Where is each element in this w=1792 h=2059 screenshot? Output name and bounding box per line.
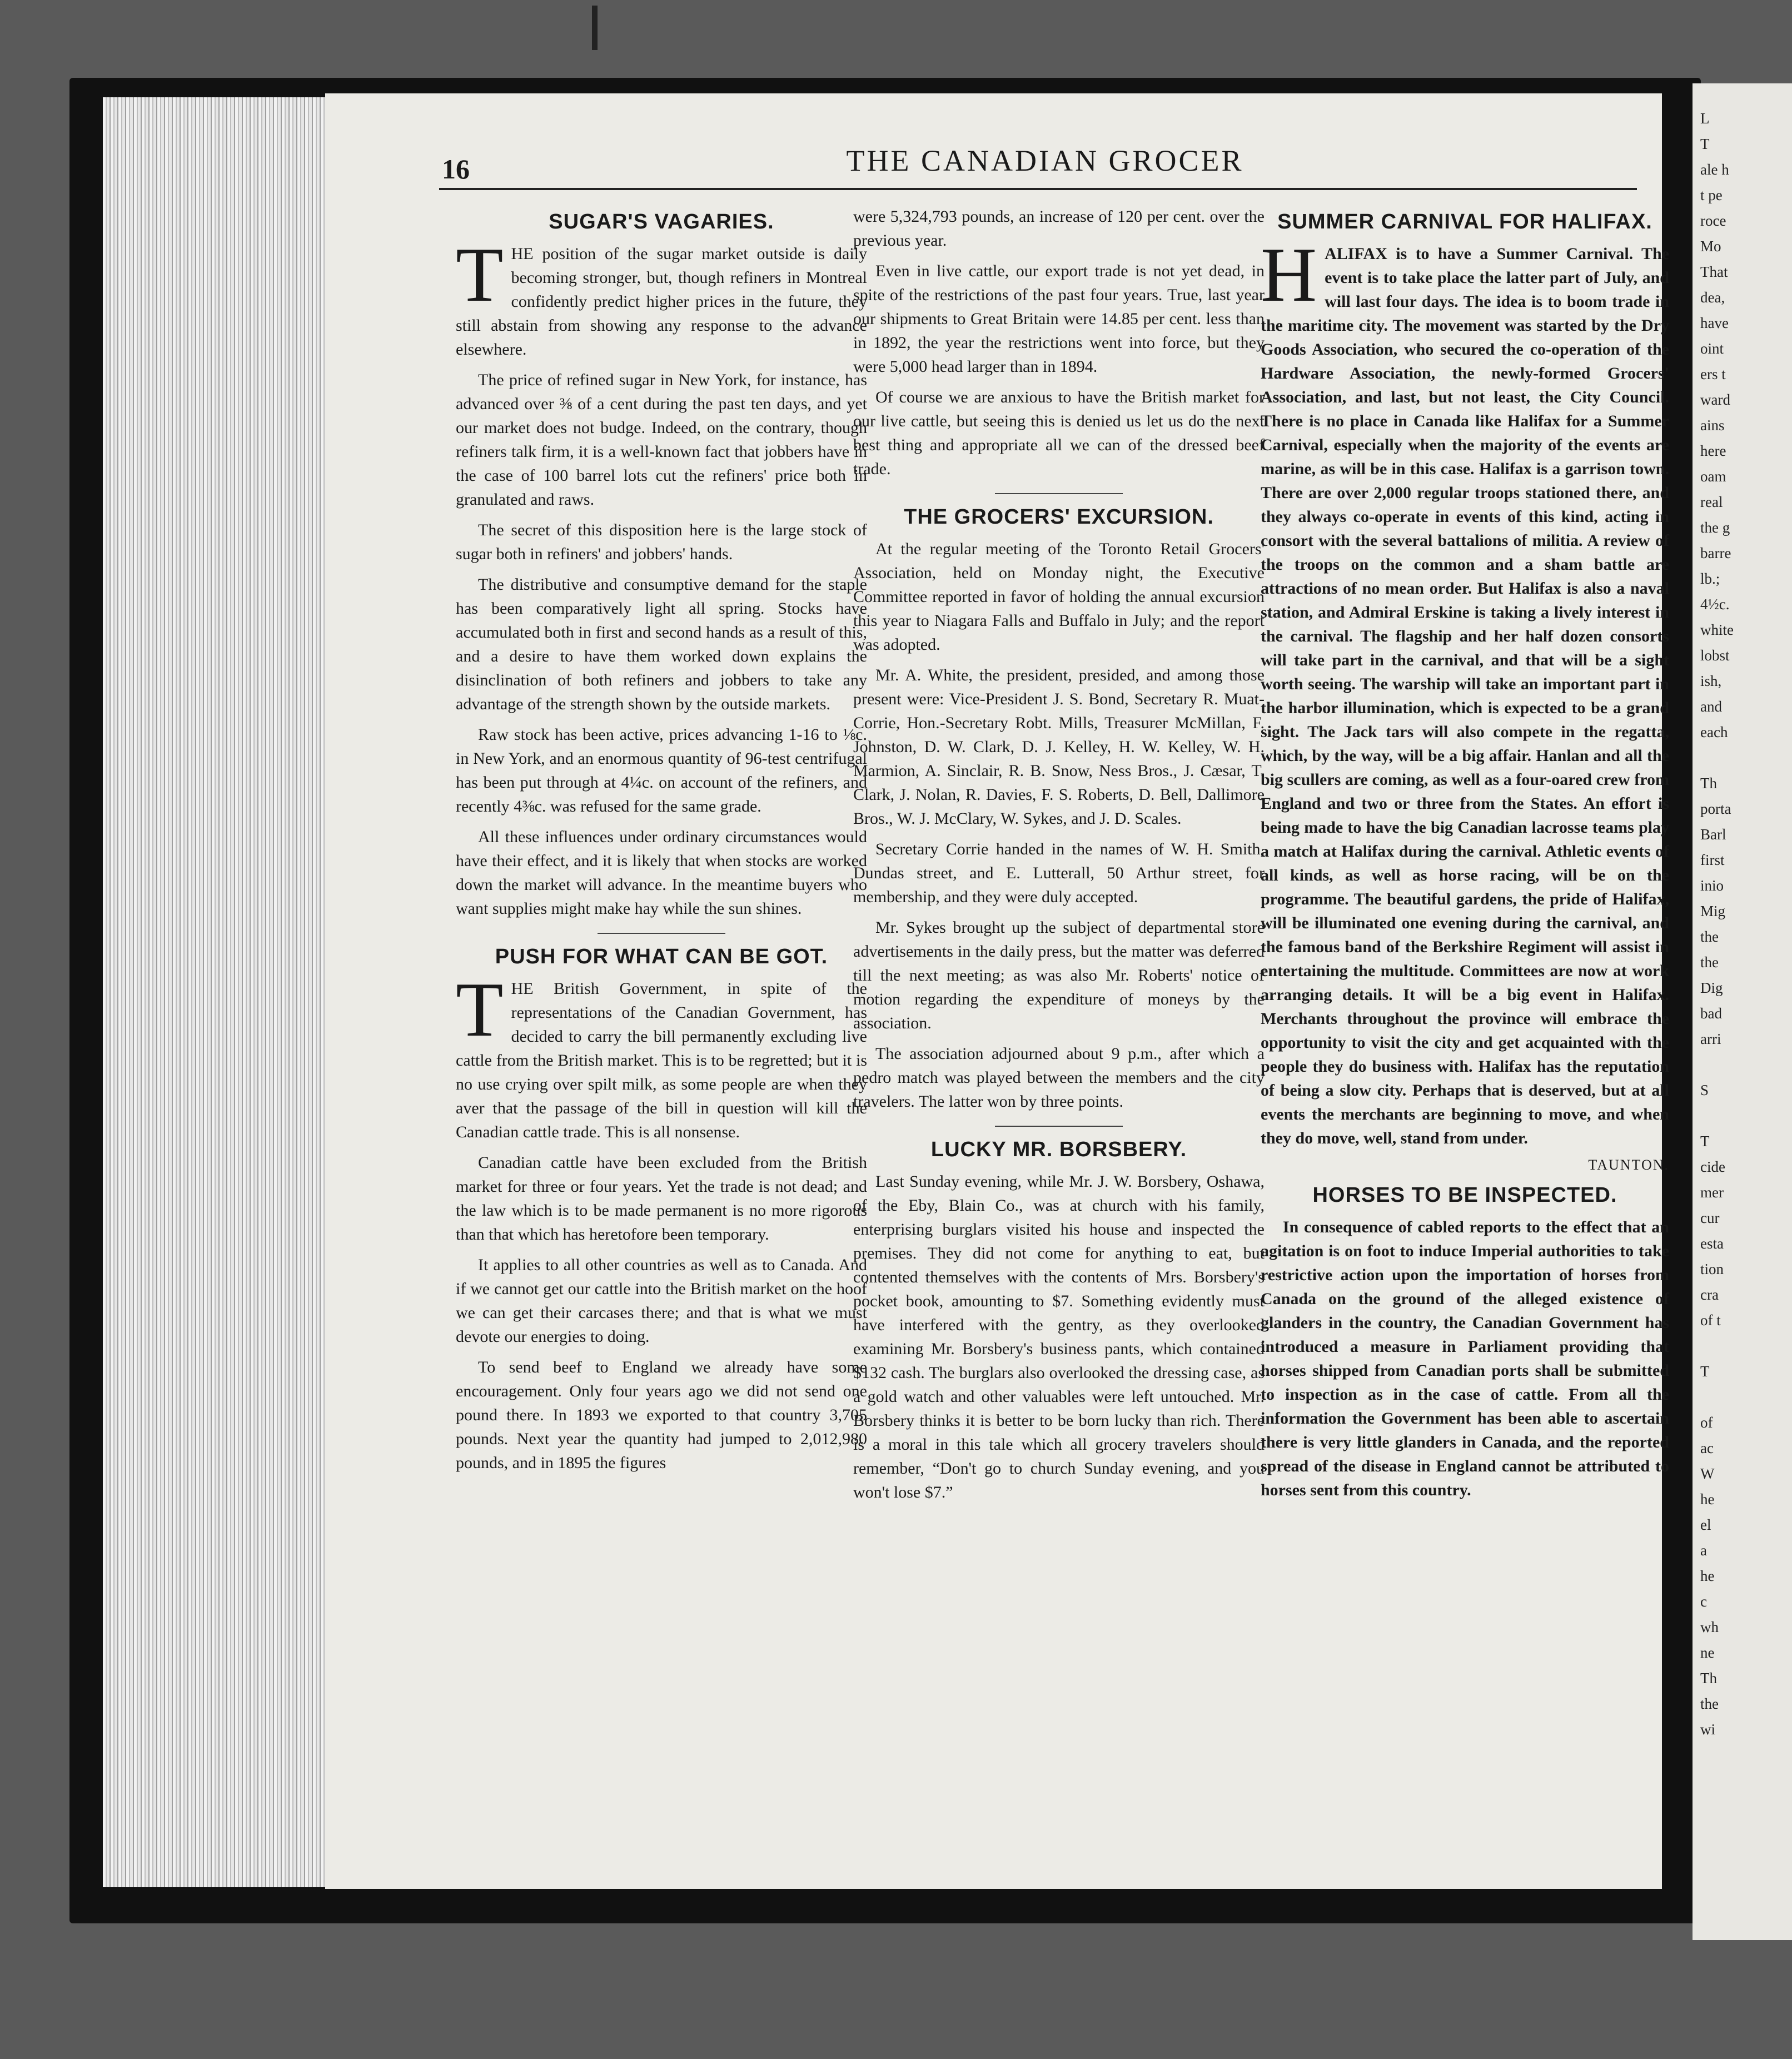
article-title-push: PUSH FOR WHAT CAN BE GOT. bbox=[495, 945, 828, 968]
separator bbox=[995, 1126, 1123, 1127]
facing-line: S bbox=[1700, 1082, 1709, 1098]
facing-line: cide bbox=[1700, 1158, 1725, 1175]
article-sugar-p3: The secret of this disposition here is the large stock of sugar both in refiners' and jobbers' hands. bbox=[456, 521, 867, 563]
separator bbox=[598, 933, 725, 934]
article-excursion-p1: At the regular meeting of the Toronto Retail Grocers' Association, held on Monday night, the Executive Committee reported in favor of holding the annual excursion this year to Niagara Falls and Buffalo in July; and the report was adopted. bbox=[853, 540, 1265, 654]
article-title-carnival: SUMMER CARNIVAL FOR HALIFAX. bbox=[1277, 210, 1652, 233]
article-push-p6: Even in live cattle, our export trade is not yet dead, in spite of the restrictions of the past four years. True, last year our shipments to Great Britain were 14.85 per cent. less than in 1892, the year the restrictions went into force, but they were 5,000 head larger than in 1894. bbox=[853, 262, 1265, 376]
paragraph-text: ALIFAX is to have a Summer Carnival. The event is to take place the latter part of July, and will last four days. The idea is to boom trade in the maritime city. The movement was started by the Dry Goods Association, who secured the co-operation of the Hardware Association, the newly-formed Grocers' Association, and last, but not least, the City Council. There is no place in Canada like Halifax for a Summer Carnival, especially when the majority of the events are marine, as will be in this case. Halifax is a garrison town. There are over 2,000 regular troops stationed there, and they always co-operate in events of this kind, acting in consort with the several battalions of militia. A review of the troops on the common and a sham battle are attractions of no mean order. But Halifax is also a naval station, and Admiral Erskine is taking a lively interest in the carnival. The flagship and her half dozen consorts will take part in the carnival, and that will be a sight worth seeing. The warship will take an important part in the harbor illumination, which is expected to be a grand sight. The Jack tars will also compete in the regatta, which, by the way, will be a big affair. Hanlan and all the big scullers are coming, as well as a four-oared crew from England and two or three from the States. An effort is being made to have the big Canadian lacrosse teams play a match at Halifax during the carnival. Athletic events of all kinds, as well as horse racing, will be on the programme. The beautiful gardens, the pride of Halifax, will be illuminated one evening during the carnival, and the famous band of the Berkshire Regiment will assist in entertaining the multitude. Committees are now at work arranging details. It will be a big event in Halifax. Merchants throughout the province will embrace the opportunity to visit the city and get acquainted with the people they do business with. Halifax has the reputation of being a slow city. Perhaps that is deserved, but at all events the merchants are beginning to move, and when they do move, well, stand from under. bbox=[1261, 245, 1669, 1147]
article-sugar-p2: The price of refined sugar in New York, for instance, has advanced over ⅜ of a cent during the past ten days, and yet our market does not budge. Indeed, on the contrary, though refiners talk firm, it is a well-known fact that jobbers have in the case of 100 barrel lots cut the refiners' price both in granulated and raws. bbox=[456, 371, 867, 509]
separator bbox=[995, 493, 1123, 494]
facing-line: ne bbox=[1700, 1644, 1715, 1661]
facing-line: T bbox=[1700, 136, 1710, 152]
facing-line: That bbox=[1700, 263, 1728, 280]
facing-line: of bbox=[1700, 1414, 1713, 1431]
facing-line: lobst bbox=[1700, 647, 1730, 664]
facing-line: L bbox=[1700, 110, 1710, 127]
facing-line: cra bbox=[1700, 1286, 1719, 1303]
facing-line: roce bbox=[1700, 212, 1726, 229]
masthead: THE CANADIAN GROCER bbox=[846, 144, 1244, 177]
facing-line: the bbox=[1700, 928, 1719, 945]
column-3 bbox=[1261, 205, 1669, 1509]
article-sugar-p6: All these influences under ordinary circumstances would have their effect, and it is likely that when stocks are worked down the market will advance. In the meantime buyers who want supplies might make hay while the sun shines. bbox=[456, 828, 867, 918]
article-title-borsbery: LUCKY MR. BORSBERY. bbox=[930, 1138, 1187, 1161]
facing-line: Mig bbox=[1700, 903, 1726, 919]
facing-line: each bbox=[1700, 724, 1728, 740]
facing-line bbox=[1700, 1103, 1792, 1128]
facing-line: white bbox=[1700, 621, 1734, 638]
facing-line: he bbox=[1700, 1568, 1715, 1584]
article-push-p4: To send beef to England we already have some encouragement. Only four years ago we did not send one pound there. In 1893 we exported to that country 3,705 pounds. Next year the quantity had jumped to 2,012,980 pounds, and in 1895 the figures bbox=[456, 1358, 867, 1472]
facing-line: ish, bbox=[1700, 673, 1722, 689]
facing-line: mer bbox=[1700, 1184, 1724, 1201]
facing-line: dea, bbox=[1700, 289, 1725, 306]
column-2 bbox=[853, 205, 1265, 1511]
facing-line: of t bbox=[1700, 1312, 1721, 1329]
facing-line: have bbox=[1700, 315, 1729, 331]
facing-line: T bbox=[1700, 1133, 1710, 1150]
facing-line: real bbox=[1700, 494, 1723, 510]
facing-line: a bbox=[1700, 1542, 1707, 1559]
facing-line: 4½c. bbox=[1700, 596, 1730, 613]
facing-line: ers t bbox=[1700, 366, 1726, 382]
signature: TAUNTON. bbox=[1588, 1157, 1669, 1173]
facing-line bbox=[1700, 1052, 1792, 1077]
facing-line: Th bbox=[1700, 775, 1717, 792]
facing-line: T bbox=[1700, 1363, 1710, 1380]
facing-line: porta bbox=[1700, 800, 1731, 817]
paragraph-text: HE British Government, in spite of the representations of the Canadian Government, has decided to carry the bill permanently excluding live cattle from the British market. This is to be regretted; but it is no use crying over spilt milk, as some people are when they aver that the passage of the bill in question will kill the Canadian cattle trade. This is all nonsense. bbox=[456, 979, 867, 1141]
facing-line: the bbox=[1700, 1695, 1719, 1712]
facing-line: the bbox=[1700, 954, 1719, 971]
facing-line: W bbox=[1700, 1465, 1715, 1482]
facing-line: Th bbox=[1700, 1670, 1717, 1687]
article-excursion-p3: Secretary Corrie handed in the names of W. H. Smith, Dundas street, and E. Lutterall, 50 Arthur street, for membership, and they were duly accepted. bbox=[853, 840, 1265, 906]
film-scratch bbox=[592, 6, 598, 50]
facing-line: wi bbox=[1700, 1721, 1715, 1738]
article-push-p3: It applies to all other countries as well as to Canada. And if we cannot get our cattle into the British market on the hoof we can get their carcases there; and that is what we must devote our energies to doing. bbox=[456, 1256, 867, 1346]
drop-cap: T bbox=[456, 232, 504, 318]
facing-line: bad bbox=[1700, 1005, 1722, 1022]
facing-line: c bbox=[1700, 1593, 1707, 1610]
facing-line: tion bbox=[1700, 1261, 1724, 1277]
article-borsbery-p1: Last Sunday evening, while Mr. J. W. Borsbery, Oshawa, of the Eby, Blain Co., was at church with his family, enterprising burglars visited his house and inspected the premises. They did not come for anything to eat, but contented themselves with the contents of Mrs. Borsbery's pocket book, amounting to $7. Something evidently must have interfered with the gentry, as they overlooked examining Mr. Borsbery's business pants, which contained $132 cash. The burglars also overlooked the dressing case, as a gold watch and other valuables were left untouched. Mr. Borsbery thinks it is better to be born lucky than rich. There is a moral in this tale which all grocery travelers should remember, “Don't go to church Sunday evening, and you won't lose $7.” bbox=[853, 1172, 1265, 1501]
facing-line: he bbox=[1700, 1491, 1715, 1508]
facing-line: ale h bbox=[1700, 161, 1729, 178]
article-title-sugar: SUGAR'S VAGARIES. bbox=[549, 210, 774, 233]
facing-line: oam bbox=[1700, 468, 1726, 485]
facing-line: arri bbox=[1700, 1031, 1721, 1047]
facing-line: cur bbox=[1700, 1210, 1720, 1226]
article-push-p5: were 5,324,793 pounds, an increase of 120 per cent. over the previous year. bbox=[853, 207, 1265, 250]
page-number: 16 bbox=[442, 153, 470, 185]
article-push-p7: Of course we are anxious to have the British market for our live cattle, but seeing this is denied us let us do the next best thing and appropriate all we can of the dressed beef trade. bbox=[853, 388, 1265, 478]
facing-line: here bbox=[1700, 442, 1726, 459]
facing-line: the g bbox=[1700, 519, 1730, 536]
facing-line: barre bbox=[1700, 545, 1731, 561]
article-sugar-p4: The distributive and consumptive demand for the staple has been comparatively light all spring. Stocks have accumulated both in first and second hands as a result of this, and a desire to have them worked down explains the disinclination of both refiners and jobbers to take any advantage of the strength shown by the outside markets. bbox=[456, 575, 867, 713]
facing-line: and bbox=[1700, 698, 1722, 715]
facing-line: ac bbox=[1700, 1440, 1714, 1456]
facing-line: first bbox=[1700, 852, 1725, 868]
facing-line: t pe bbox=[1700, 187, 1723, 203]
facing-line bbox=[1700, 745, 1792, 770]
facing-line: inio bbox=[1700, 877, 1724, 894]
facing-line: el bbox=[1700, 1516, 1711, 1533]
article-sugar-p5: Raw stock has been active, prices advancing 1-16 to ⅛c. in New York, and an enormous quantity of 96-test centrifugal has been put through at 4¼c. on account of the refiners, and recently 4⅜c. was refused for the same grade. bbox=[456, 725, 867, 815]
article-title-excursion: THE GROCERS' EXCURSION. bbox=[904, 505, 1214, 529]
facing-line bbox=[1700, 1333, 1792, 1359]
facing-line: Mo bbox=[1700, 238, 1721, 255]
facing-line: ward bbox=[1700, 391, 1730, 408]
article-excursion-p5: The association adjourned about 9 p.m., after which a pedro match was played between the members and the city travelers. The latter won by three points. bbox=[853, 1045, 1265, 1111]
article-sugar-p1 bbox=[456, 232, 867, 361]
column-1 bbox=[456, 205, 867, 1481]
article-excursion-p4: Mr. Sykes brought up the subject of departmental store advertisements in the daily press, but the matter was deferred till the next meeting; as was also Mr. Roberts' notice of motion regarding the expenditure of moneys by the association. bbox=[853, 918, 1265, 1032]
article-excursion-p2: Mr. A. White, the president, presided, and among those present were: Vice-President J. S. Bond, Secretary R. Muat-Corrie, Hon.-Secretary Robt. Mills, Treasurer McMillan, F. Johnston, D. W. Clark, D. J. Kelley, H. W. Kelley, W. H. Marmion, A. Sinclair, R. B. Snow, Ness Bros., J. Cæsar, T. Clark, J. Nolan, R. Davies, F. S. Roberts, D. Bell, Dallimore Bros., W. J. McClary, W. Sykes, and J. D. Scales. bbox=[853, 666, 1265, 828]
header-rule bbox=[439, 188, 1637, 190]
facing-line: oint bbox=[1700, 340, 1724, 357]
article-title-horses: HORSES TO BE INSPECTED. bbox=[1312, 1183, 1617, 1207]
drop-cap: H bbox=[1261, 232, 1317, 318]
facing-line: Barl bbox=[1700, 826, 1726, 843]
book-page-edges bbox=[103, 97, 328, 1887]
article-push-p2: Canadian cattle have been excluded from the British market for three or four years. Yet the trade is not dead; and the law which is to be made permanent is no more rigorous than that which has heretofore been temporary. bbox=[456, 1153, 867, 1244]
facing-line bbox=[1700, 1384, 1792, 1410]
facing-line: lb.; bbox=[1700, 570, 1720, 587]
paragraph-text: HE position of the sugar market outside is daily becoming stronger, but, though refiners in Montreal confidently predict higher prices in the future, they still abstain from showing any response to the advance elsewhere. bbox=[456, 245, 867, 359]
facing-line: esta bbox=[1700, 1235, 1724, 1252]
facing-page bbox=[1693, 83, 1792, 1940]
drop-cap: T bbox=[456, 967, 504, 1053]
facing-line: Dig bbox=[1700, 979, 1723, 996]
article-push-p1 bbox=[456, 967, 867, 1144]
article-carnival-p1 bbox=[1261, 232, 1669, 1150]
facing-line: wh bbox=[1700, 1619, 1719, 1635]
facing-line: ains bbox=[1700, 417, 1725, 434]
article-horses-p1: In consequence of cabled reports to the effect that an agitation is on foot to induce Imperial authorities to take restrictive action upon the importation of horses from Canada on the ground of the alleged existence of glanders in the country, the Canadian Government has introduced a measure in Parliament providing that horses shipped from Canadian ports shall be submitted to inspection as in the case of cattle. From all the information the Government has been able to ascertain there is very little glanders in Canada, and the reported spread of the disease in England cannot be attributed to horses sent from this country. bbox=[1261, 1218, 1669, 1499]
